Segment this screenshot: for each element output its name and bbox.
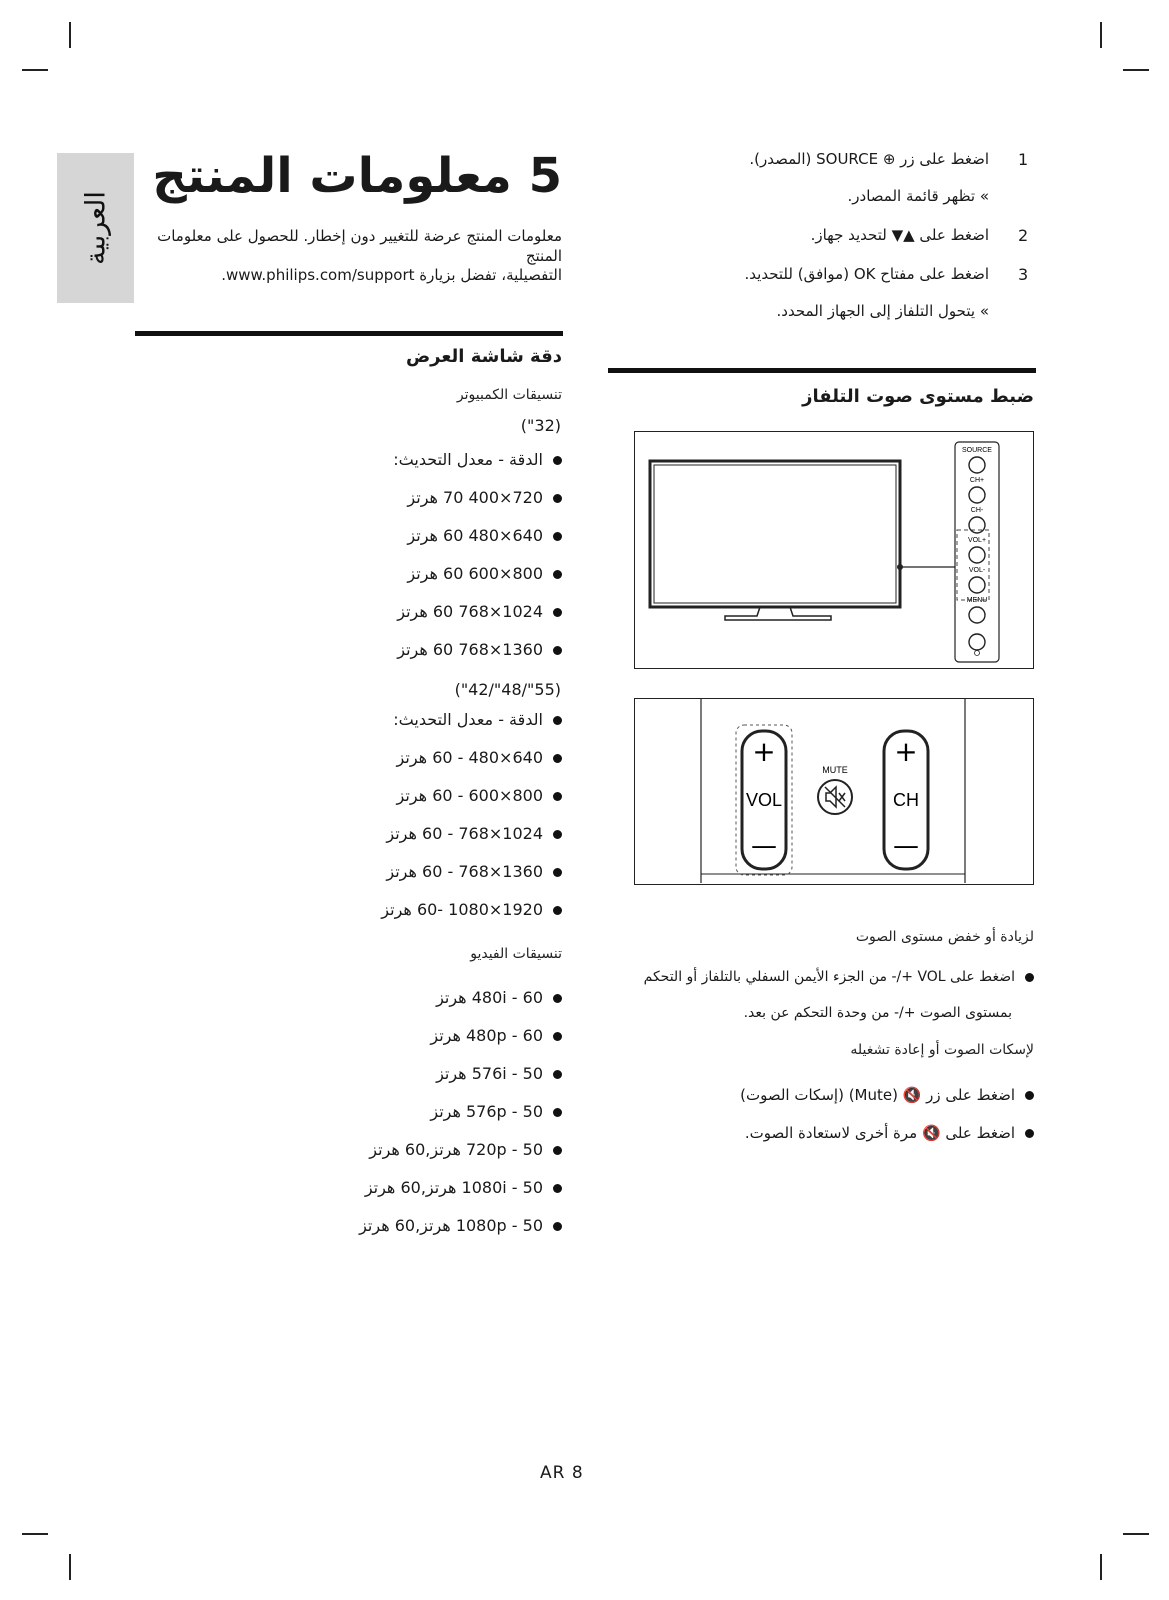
tv-drawing: [635, 432, 1032, 667]
list-item: 480i - 60 هرتز: [436, 988, 562, 1007]
step-number: 2: [1018, 226, 1029, 245]
list-item: 640×480 60 هرتز: [407, 526, 562, 545]
bullet-icon: [553, 1032, 562, 1041]
language-tab: [57, 153, 134, 303]
mute-label-text: لإسكات الصوت أو إعادة تشغيله: [850, 1042, 1034, 1058]
language-tab-label: العربية: [80, 191, 111, 265]
bullet-icon: [1025, 1091, 1034, 1100]
display-heading: دقة شاشة العرض: [405, 346, 562, 367]
group2-size: ("42/"48/"55): [454, 680, 561, 699]
bullet-icon: [553, 608, 562, 617]
remote-illustration: [634, 698, 1034, 885]
bullet-icon: [553, 1184, 562, 1193]
panel-label-volplus: VOL+: [967, 537, 987, 544]
panel-label-volminus: VOL-: [968, 567, 986, 574]
bullet-icon: [553, 646, 562, 655]
list-item: 720×400 70 هرتز: [407, 488, 562, 507]
bullet-icon: [553, 716, 562, 725]
mute-icon: [825, 787, 845, 807]
list-item: 800×600 60 هرتز: [407, 564, 562, 583]
step-text: اضغط على مفتاح OK (موافق) للتحديد.: [744, 265, 989, 283]
bullet-icon: [553, 1070, 562, 1079]
list-item: 1080i - 50 هرتز,60 هرتز: [365, 1178, 562, 1197]
list-item: الدقة - معدل التحديث:: [393, 450, 562, 469]
bullet-icon: [553, 570, 562, 579]
ch-minus-icon: —: [893, 831, 919, 861]
bullet-icon: [553, 532, 562, 541]
list-item: 480p - 60 هرتز: [430, 1026, 562, 1045]
bullet-icon: [553, 1146, 562, 1155]
mute-label: MUTE: [822, 765, 848, 775]
crop-mark: [1123, 1533, 1149, 1535]
panel-label-source: SOURCE: [962, 447, 992, 454]
crop-mark: [69, 22, 71, 48]
panel-label-chplus: CH+: [969, 477, 985, 484]
list-item: الدقة - معدل التحديث:: [393, 710, 562, 729]
page-title: 5 معلومات المنتج: [152, 148, 562, 204]
bullet-icon: [1025, 973, 1034, 982]
page-footer: AR 8: [540, 1463, 584, 1483]
adjust-volume-label: لزيادة أو خفض مستوى الصوت: [855, 929, 1034, 945]
bullet-icon: [553, 494, 562, 503]
vol-label: VOL: [745, 790, 783, 810]
ch-label: CH: [893, 790, 919, 810]
list-item: 1080p - 50 هرتز,60 هرتز: [359, 1216, 562, 1235]
list-item: 800×600 - 60 هرتز: [397, 786, 562, 805]
list-item: 640×480 - 60 هرتز: [397, 748, 562, 767]
vol-minus-icon: —: [751, 831, 777, 861]
list-item: 720p - 50 هرتز,60 هرتز: [369, 1140, 562, 1159]
section-rule: [608, 368, 1036, 373]
crop-mark: [1100, 22, 1102, 48]
crop-mark: [1100, 1554, 1102, 1580]
list-item: اضغط على VOL +/- من الجزء الأيمن السفلي بالتلفاز أو التحكم: [644, 969, 1034, 985]
volume-heading: ضبط مستوى صوت التلفاز: [802, 386, 1034, 407]
panel-label-chminus: CH-: [970, 507, 984, 514]
panel-label-menu: MENU: [966, 597, 988, 604]
bullet-icon: [553, 1108, 562, 1117]
bullet-icon: [553, 906, 562, 915]
crop-mark: [1123, 69, 1149, 71]
list-item: 576p - 50 هرتز: [430, 1102, 562, 1121]
bullet-icon: [553, 994, 562, 1003]
step-number: 1: [1018, 150, 1029, 169]
computer-formats-label: تنسيقات الكمبيوتر: [456, 387, 562, 403]
bullet-icon: [553, 456, 562, 465]
list-item: اضغط على 🔇 مرة أخرى لاستعادة الصوت.: [745, 1124, 1034, 1142]
list-item: 1920×1080 -60 هرتز: [381, 900, 562, 919]
step-text: اضغط على زر ⊕ SOURCE (المصدر).: [749, 150, 989, 168]
list-item: 576i - 50 هرتز: [436, 1064, 562, 1083]
list-item: 1360×768 - 60 هرتز: [386, 862, 562, 881]
step-text: اضغط على ▲▼ لتحديد جهاز.: [810, 226, 989, 244]
vol-plus-icon: +: [752, 735, 776, 768]
tv-illustration: [634, 431, 1034, 669]
ch-plus-icon: +: [894, 735, 918, 768]
list-item-continued: بمستوى الصوت +/- من وحدة التحكم عن بعد.: [743, 1005, 1012, 1021]
crop-mark: [22, 69, 48, 71]
list-item: اضغط على زر 🔇 (Mute) (إسكات الصوت): [740, 1086, 1034, 1104]
section-rule: [135, 331, 563, 336]
crop-mark: [69, 1554, 71, 1580]
bullet-icon: [553, 868, 562, 877]
bullet-icon: [553, 1222, 562, 1231]
video-formats-label: تنسيقات الفيديو: [470, 946, 562, 962]
step-number: 3: [1018, 265, 1029, 284]
bullet-icon: [553, 830, 562, 839]
list-item: 1024×768 60 هرتز: [397, 602, 562, 621]
crop-mark: [22, 1533, 48, 1535]
step-sub: » تظهر قائمة المصادر.: [847, 187, 989, 205]
list-item: 1360×768 60 هرتز: [397, 640, 562, 659]
list-item: 1024×768 - 60 هرتز: [386, 824, 562, 843]
intro-line-1: معلومات المنتج عرضة للتغيير دون إخطار. للحصول على معلومات المنتج: [157, 227, 562, 265]
intro-line-2: التفصيلية، تفضل بزيارة www.philips.com/support.: [221, 266, 562, 284]
remote-drawing: [635, 699, 1032, 883]
step-sub: » يتحول التلفاز إلى الجهاز المحدد.: [776, 302, 989, 320]
bullet-icon: [553, 754, 562, 763]
group1-size: ("32): [520, 416, 561, 435]
bullet-icon: [1025, 1129, 1034, 1138]
bullet-icon: [553, 792, 562, 801]
